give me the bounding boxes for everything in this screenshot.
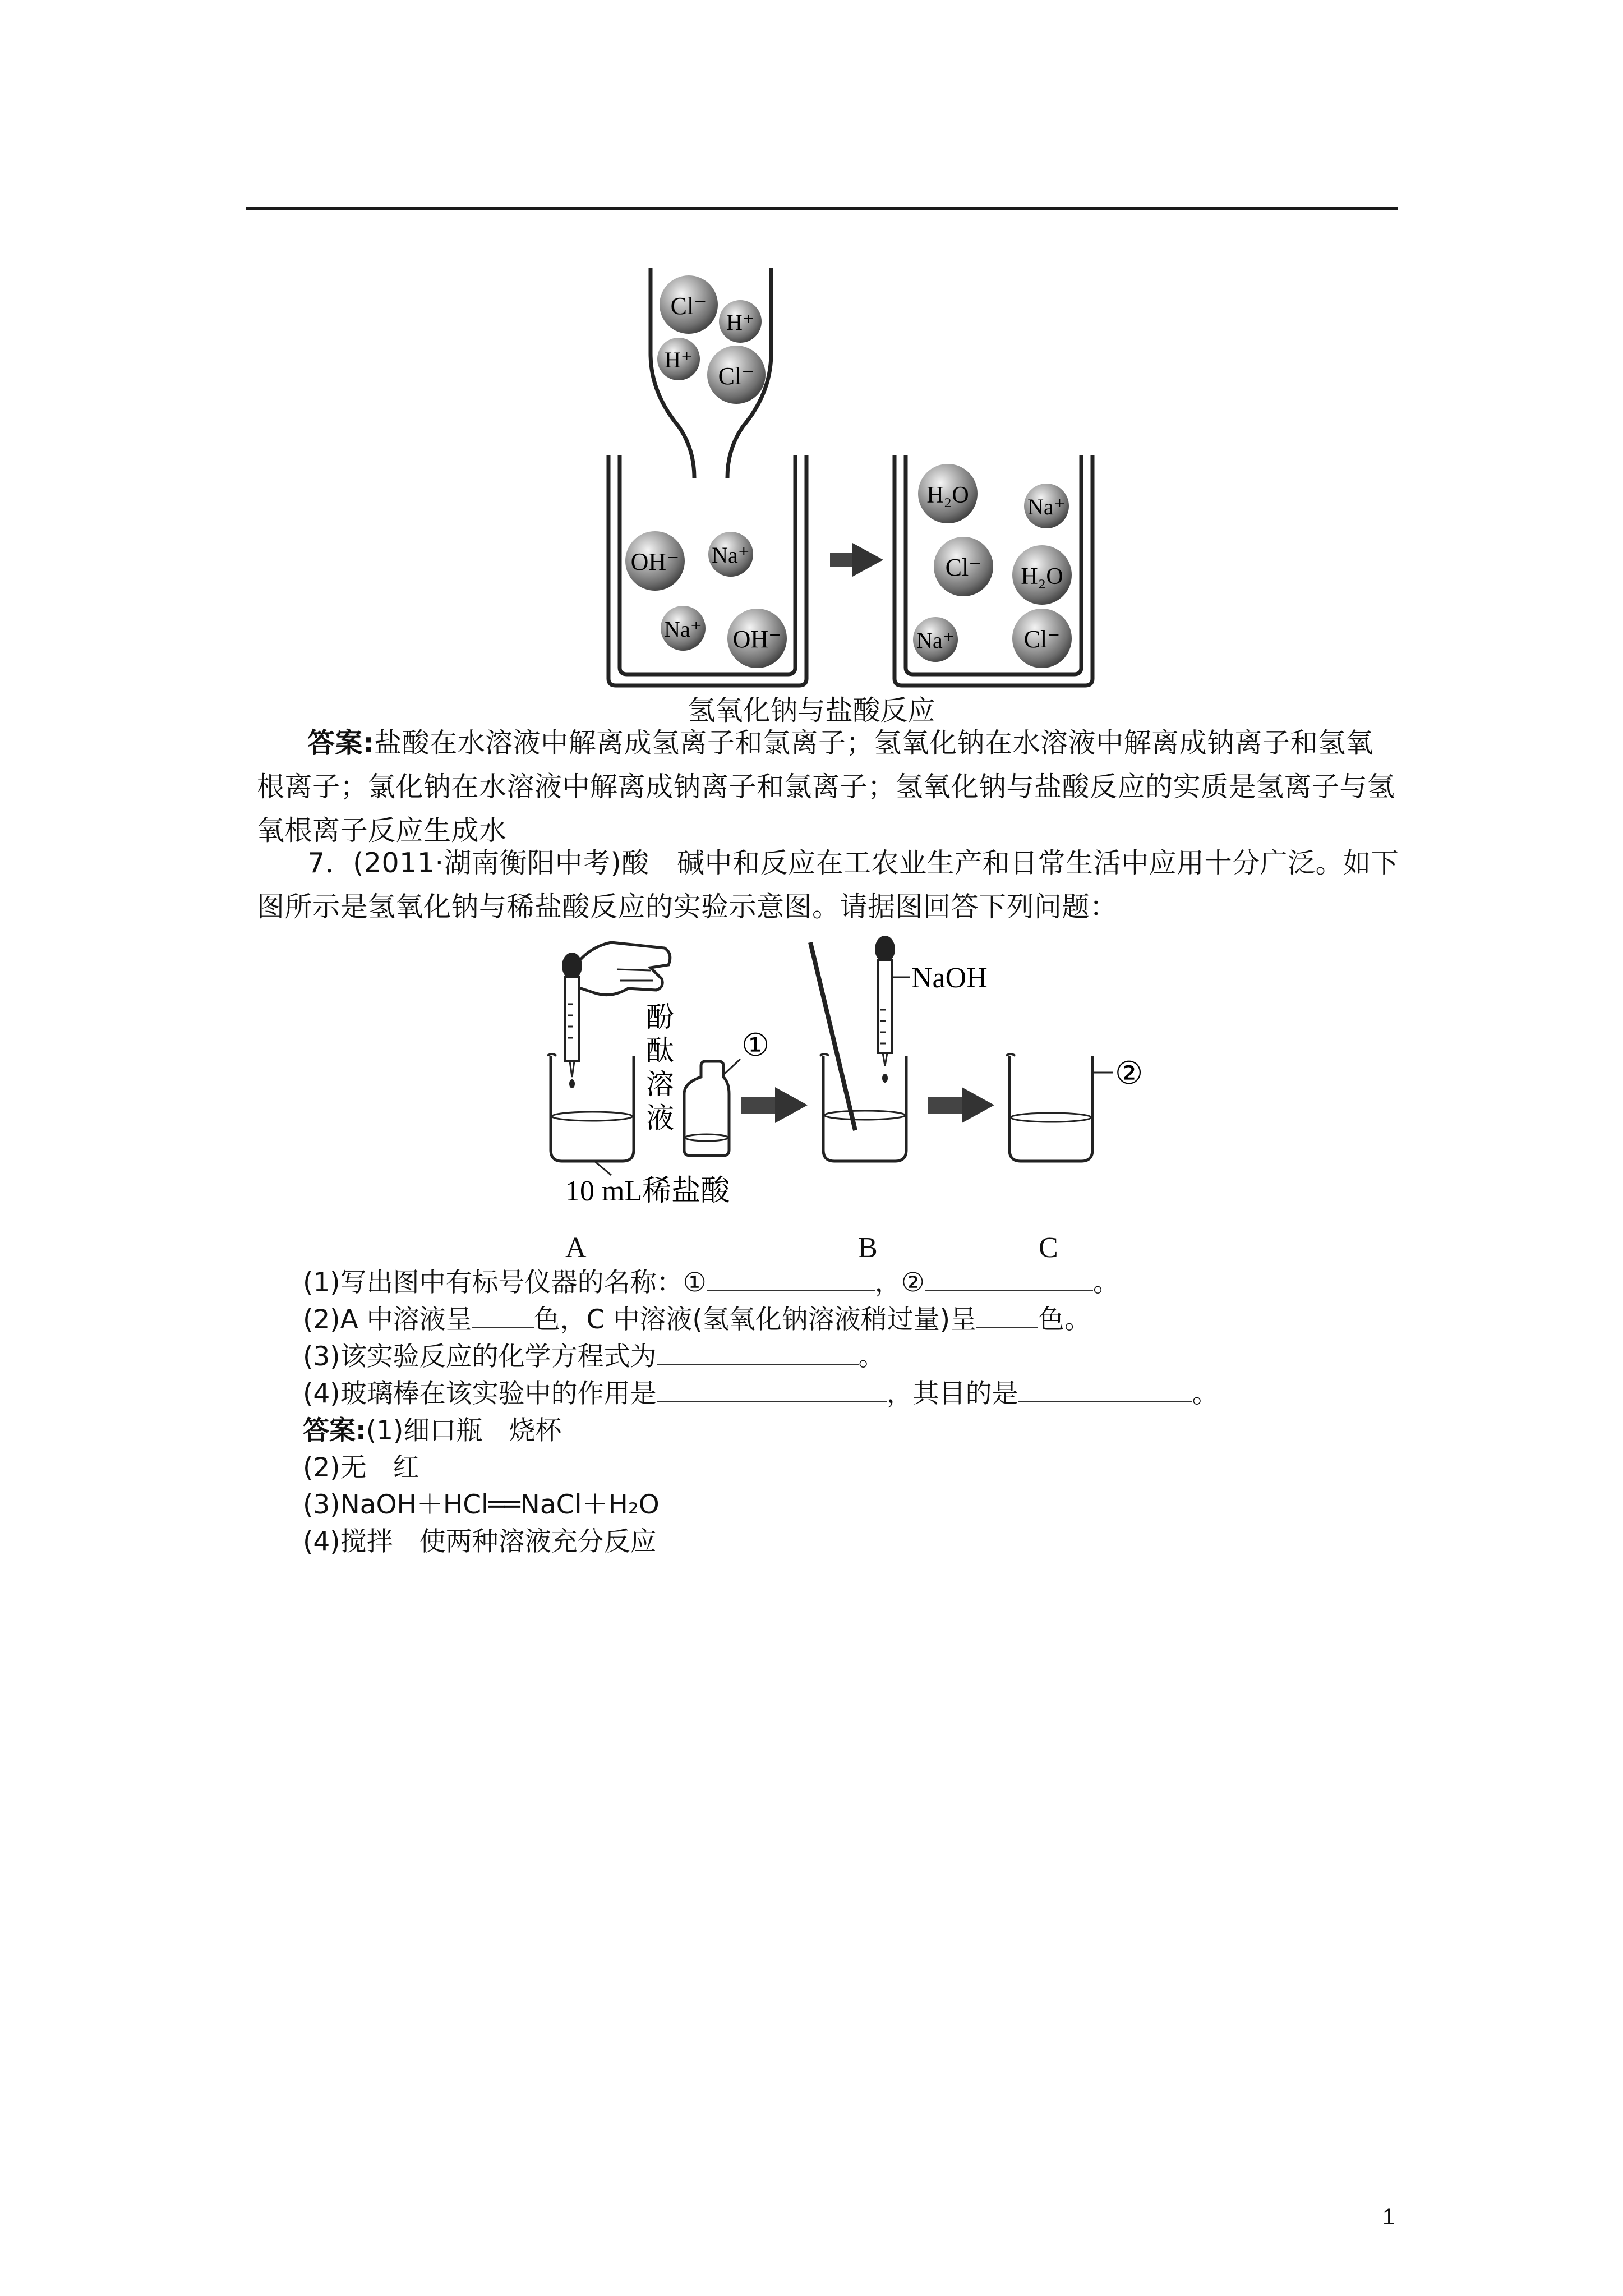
svg-text:H₂O: H₂O — [1021, 564, 1063, 590]
blank-5[interactable] — [657, 1340, 859, 1365]
label-naoh: NaOH — [911, 962, 988, 994]
beaker-b — [820, 1054, 906, 1161]
question-7-intro: 7．(2011·湖南衡阳中考)酸 碱中和反应在工农业生产和日常生活中应用十分广泛。如下图所示是氢氧化钠与稀盐酸反应的实验示意图。请据图回答下列问题： — [257, 847, 1399, 923]
reaction-arrow — [830, 543, 883, 577]
ion-cl-3 — [934, 537, 993, 596]
beaker-c — [1006, 1054, 1113, 1161]
svg-text:②: ② — [1115, 1056, 1144, 1091]
blank-4[interactable] — [976, 1303, 1038, 1328]
answer-2-line-2: (2)无 红 — [303, 1452, 419, 1483]
svg-text:OH⁻: OH⁻ — [732, 625, 782, 653]
dropper-a-icon — [562, 953, 582, 1088]
label-c: C — [1039, 1232, 1058, 1264]
blank-2[interactable] — [925, 1266, 1093, 1291]
beaker-a — [547, 1054, 634, 1161]
ion-na-2 — [661, 606, 706, 651]
svg-text:Cl⁻: Cl⁻ — [945, 554, 982, 581]
ion-cl-4 — [1012, 609, 1072, 668]
dropper-b-icon — [875, 936, 895, 1083]
arrow-b-c — [928, 1087, 994, 1123]
ion-oh-2 — [727, 609, 787, 668]
label-circle-1 — [741, 1028, 769, 1063]
svg-text:酚: 酚 — [646, 1001, 674, 1033]
label-a: A — [565, 1232, 587, 1264]
blank-3[interactable] — [472, 1303, 534, 1328]
svg-text:酞: 酞 — [646, 1034, 674, 1067]
svg-text:Na⁺: Na⁺ — [1027, 494, 1066, 519]
svg-text:Cl⁻: Cl⁻ — [1023, 625, 1061, 653]
svg-text:OH⁻: OH⁻ — [630, 548, 680, 576]
svg-text:H⁺: H⁺ — [726, 310, 754, 335]
answer-2-line-1: 答案:(1)细口瓶 烧杯 — [303, 1415, 562, 1446]
ion-cl-2 — [707, 346, 766, 404]
blank-6[interactable] — [657, 1377, 887, 1402]
answer-text: 盐酸在水溶液中解离成氢离子和氯离子；氢氧化钠在水溶液中解离成钠离子和氢氧根离子；氯化钠在水溶液中解离成钠离子和氯离子；氢氧化钠与盐酸反应的实质是氢离子与氢氧根离子反应生成水 — [257, 727, 1395, 846]
ion-h-2 — [657, 338, 700, 380]
svg-text:Na⁺: Na⁺ — [712, 542, 750, 568]
molecule-h2o-1 — [918, 464, 978, 523]
narrow-mouth-bottle — [684, 1059, 740, 1156]
experiment-apparatus-diagram — [0, 926, 1623, 1273]
label-circle-2 — [1115, 1056, 1143, 1091]
answer-2-line-3: (3)NaOH＋HCl══NaCl＋H₂O — [303, 1489, 660, 1520]
svg-text:溶: 溶 — [646, 1068, 674, 1101]
subquestion-1: (1)写出图中有标号仪器的名称：① ，② 。 — [303, 1267, 1119, 1298]
ion-h-1 — [719, 300, 762, 343]
subquestion-2: (2)A 中溶液呈 色，C 中溶液(氢氧化钠溶液稍过量)呈 色。 — [303, 1304, 1091, 1335]
svg-text:①: ① — [741, 1028, 770, 1063]
ion-na-3 — [1024, 484, 1069, 528]
molecule-h2o-2 — [1012, 545, 1072, 605]
svg-text:Cl⁻: Cl⁻ — [718, 362, 755, 390]
blank-7[interactable] — [1018, 1377, 1192, 1402]
neutralization-reaction-diagram — [0, 0, 1623, 696]
ion-na-4 — [913, 617, 958, 662]
ion-cl-1 — [660, 275, 718, 334]
ion-oh-1 — [625, 531, 685, 591]
svg-text:H⁺: H⁺ — [665, 347, 693, 372]
answer-paragraph — [257, 721, 1401, 853]
svg-text:Cl⁻: Cl⁻ — [670, 292, 707, 320]
arrow-a-b — [741, 1087, 808, 1123]
subquestion-4: (4)玻璃棒在该实验中的作用是 ，其目的是 。 — [303, 1378, 1219, 1409]
hand-icon — [569, 942, 670, 995]
svg-text:液: 液 — [646, 1102, 674, 1134]
answer-2-line-4: (4)搅拌 使两种溶液充分反应 — [303, 1526, 657, 1557]
subquestion-3: (3)该实验反应的化学方程式为 。 — [303, 1341, 885, 1372]
label-hcl-volume: 10 mL稀盐酸 — [565, 1175, 730, 1207]
glass-rod — [810, 942, 859, 1130]
ion-na-1 — [708, 532, 753, 577]
svg-text:H₂O: H₂O — [926, 482, 969, 508]
page-number: 1 — [1382, 2205, 1395, 2229]
svg-text:Na⁺: Na⁺ — [664, 616, 702, 642]
blank-1[interactable] — [707, 1266, 875, 1291]
figure-caption: 氢氧化钠与盐酸反应 — [688, 694, 935, 726]
answer-label: 答案: — [307, 727, 375, 759]
svg-text:Na⁺: Na⁺ — [916, 628, 955, 653]
label-b: B — [858, 1232, 878, 1264]
